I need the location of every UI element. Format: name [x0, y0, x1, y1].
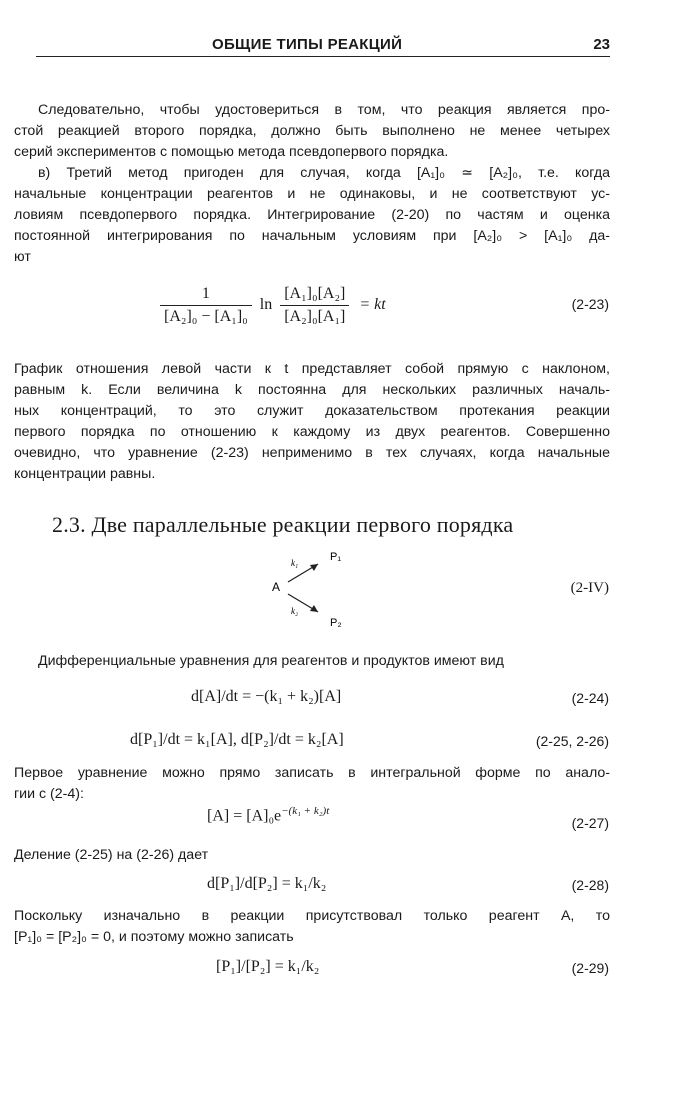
- equation-2-24: d[A]/dt = −(k₁ + k₂)[A]: [191, 688, 342, 705]
- equation-base: [A] = [A]₀e: [207, 807, 282, 825]
- text-line: Первое уравнение можно прямо записать в интегральной форме по анало-: [14, 765, 610, 781]
- fraction-right: [280, 285, 349, 326]
- equation-number: (2-23): [571, 296, 609, 312]
- paragraph-2: [14, 163, 610, 268]
- equation-2-23: [160, 285, 386, 326]
- equation-2-29: [P₁]/[P₂] = k₁/k₂: [216, 958, 320, 975]
- text-line: начальные концентрации реагентов и не одинаковы, и не соответствуют ус-: [14, 186, 610, 202]
- paragraph-7: [14, 906, 610, 948]
- paragraph-3: [14, 359, 610, 485]
- fraction-numerator: 1: [160, 285, 252, 306]
- paragraph-1: [14, 100, 610, 163]
- text-line: [P₁]₀ = [P₂]₀ = 0, и поэтому можно записать: [14, 929, 294, 945]
- text-line: равным k. Если величина k постоянна для нескольких различных началь-: [14, 382, 610, 398]
- text-line: ловиям псевдопервого порядка. Интегрирование (2-20) по частям и оценка: [14, 207, 610, 223]
- equation-rest: = kt: [359, 296, 386, 314]
- text-line: стой реакцией второго порядка, должно быть выполнено не менее четырех: [14, 123, 610, 139]
- equation-2-28: d[P₁]/d[P₂] = k₁/k₂: [207, 875, 327, 892]
- equation-number: (2-27): [571, 815, 609, 831]
- paragraph-6: [14, 845, 610, 866]
- page-number: 23: [593, 36, 610, 53]
- scheme-reactant: A: [272, 580, 281, 594]
- equation-2-27: [207, 805, 329, 825]
- text-line: Деление (2-25) на (2-26) дает: [14, 847, 209, 863]
- text-line: ют: [14, 249, 31, 265]
- text-line: Поскольку изначально в реакции присутствовал только реагент A, то: [14, 908, 610, 924]
- scheme-number: (2-IV): [570, 580, 609, 596]
- fraction-denominator: [A₂]₀ − [A₁]₀: [164, 308, 248, 325]
- scheme-p2: P₂: [330, 617, 342, 629]
- equation-2-25: d[P₁]/dt = k₁[A], d[P₂]/dt = k₂[A]: [130, 731, 344, 748]
- equation-number: (2-29): [571, 960, 609, 976]
- text-line: Дифференциальные уравнения для реагентов и продуктов имеют вид: [38, 653, 504, 669]
- equation-exponent: −(k₁ + k₂)t: [281, 805, 330, 817]
- fraction-numerator: [A₁]₀[A₂]: [280, 285, 349, 306]
- text-line: постоянной интегрирования по начальным условиям при [A₂]₀ > [A₁]₀ да-: [14, 228, 610, 244]
- equation-number: (2-28): [571, 877, 609, 893]
- text-line: очевидно, что уравнение (2-23) неприменимо в тех случаях, когда начальные: [14, 445, 610, 461]
- ln-operator: ln: [259, 296, 273, 314]
- text-line: в) Третий метод пригоден для случая, когда [A₁]₀ ≃ [A₂]₀, т.е. когда: [38, 165, 610, 181]
- text-line: первого порядка по отношению к каждому из двух реагентов. Совершенно: [14, 424, 610, 440]
- text-line: гии с (2-4):: [14, 786, 84, 802]
- fraction-denominator: [A₂]₀[A₁]: [284, 308, 346, 325]
- scheme-k2: k₂: [291, 606, 299, 616]
- text-line: Следовательно, чтобы удостовериться в том, что реакция является про-: [38, 102, 610, 118]
- text-line: серий экспериментов с помощью метода псевдопервого порядка.: [14, 144, 449, 160]
- text-line: концентрации равны.: [14, 466, 156, 482]
- equation-number: (2-24): [571, 690, 609, 706]
- text-line: ных концентраций, то это служит доказательством протекания реакции: [14, 403, 610, 419]
- reaction-scheme: [260, 550, 380, 630]
- paragraph-5: [14, 763, 610, 805]
- section-heading: 2.3. Две параллельные реакции первого порядка: [52, 512, 514, 537]
- scheme-p1: P₁: [330, 551, 342, 563]
- fraction-left: [160, 285, 252, 326]
- text-line: График отношения левой части к t представляет собой прямую с наклоном,: [14, 361, 610, 377]
- scheme-k1: k₁: [291, 558, 299, 568]
- running-header: [36, 36, 610, 57]
- equation-number: (2-25, 2-26): [535, 733, 609, 749]
- header-title: ОБЩИЕ ТИПЫ РЕАКЦИЙ: [212, 36, 403, 53]
- paragraph-4: [14, 651, 610, 672]
